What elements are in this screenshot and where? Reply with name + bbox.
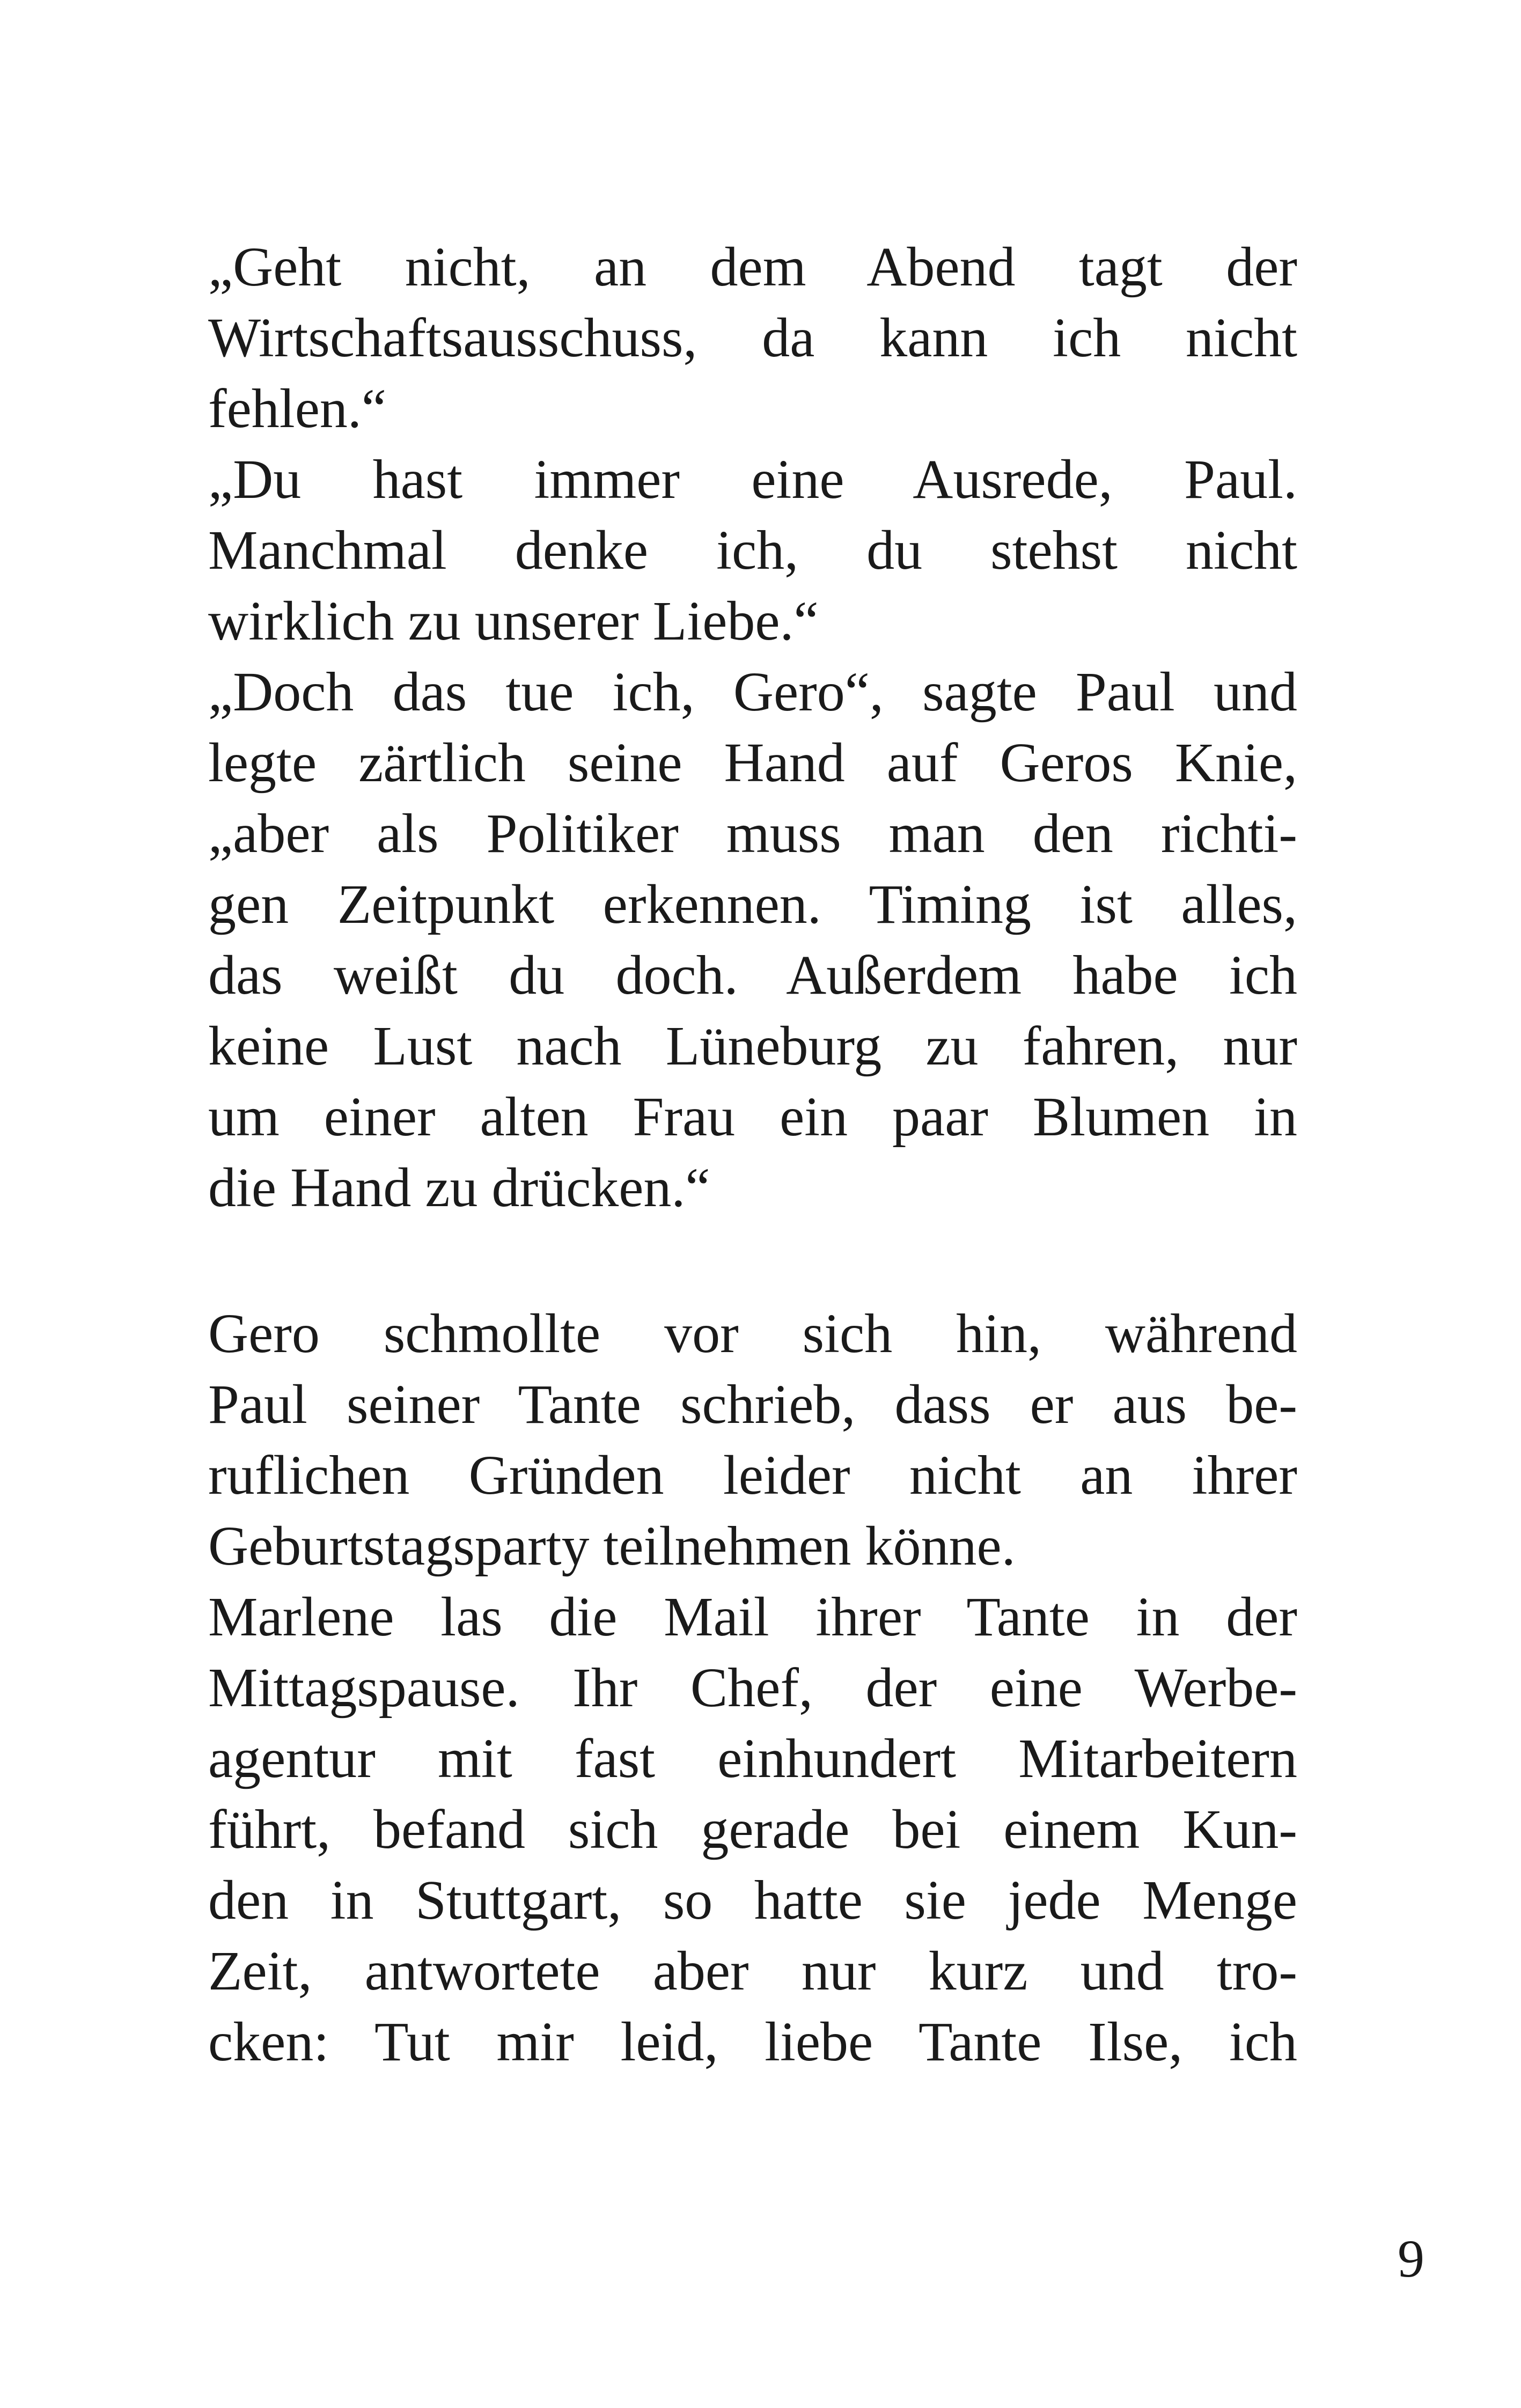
text-line: Manchmal denke ich, du stehst nicht [208,519,1297,581]
text-line: wirklich zu unserer Liebe.“ [208,590,819,652]
text-line: das weißt du doch. Außerdem habe ich [208,944,1297,1006]
text-line: die Hand zu drücken.“ [208,1157,710,1218]
text-line: „Doch das tue ich, Gero“, sagte Paul und [208,661,1297,723]
text-line: cken: Tut mir leid, liebe Tante Ilse, ich [208,2011,1297,2073]
text-line: legte zärtlich seine Hand auf Geros Knie, [208,732,1297,794]
text-line: Mittagspause. Ihr Chef, der eine Werbe- [208,1657,1297,1719]
text-line: Gero schmollte vor sich hin, während [208,1303,1297,1364]
text-line: Marlene las die Mail ihrer Tante in der [208,1586,1297,1648]
text-line: Paul seiner Tante schrieb, dass er aus be- [208,1374,1297,1435]
text-line: den in Stuttgart, so hatte sie jede Menge [208,1869,1297,1931]
text-line: „Geht nicht, an dem Abend tagt der [208,236,1297,298]
text-line: keine Lust nach Lüneburg zu fahren, nur [208,1015,1297,1077]
text-line: agentur mit fast einhundert Mitarbeitern [208,1728,1297,1789]
page-number: 9 [1398,2229,1424,2288]
text-line: „aber als Politiker muss man den richti- [208,803,1297,864]
text-line: Geburtstagsparty teilnehmen könne. [208,1515,1016,1577]
text-line: Wirtschaftsausschuss, da kann ich nicht [208,307,1297,369]
paragraph-2 [208,1298,1297,2077]
paragraph-1 [208,232,1297,1223]
text-line: fehlen.“ [208,378,387,439]
text-line: Zeit, antwortete aber nur kurz und tro- [208,1940,1297,2002]
text-line: um einer alten Frau ein paar Blumen in [208,1086,1297,1148]
text-line: gen Zeitpunkt erkennen. Timing ist alles, [208,873,1297,935]
text-line: ruflichen Gründen leider nicht an ihrer [208,1444,1297,1506]
text-line: führt, befand sich gerade bei einem Kun- [208,1798,1297,1860]
text-line: „Du hast immer eine Ausrede, Paul. [208,449,1297,510]
